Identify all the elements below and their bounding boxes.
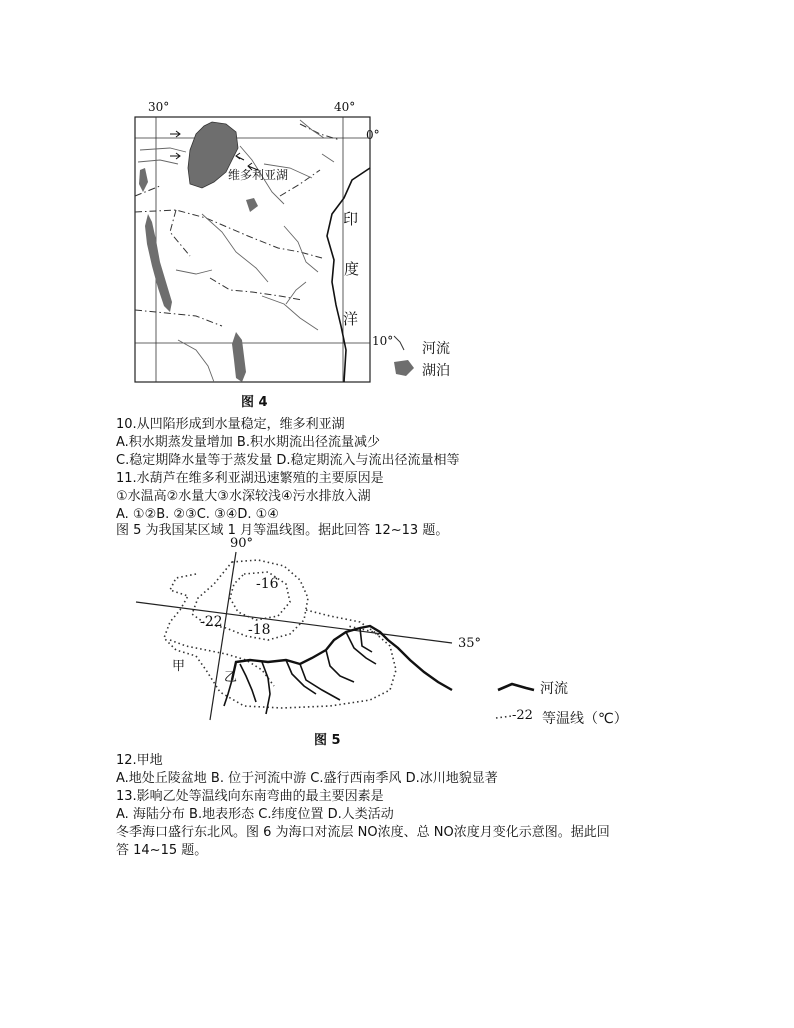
- q13-options: A. 海陆分布 B.地表形态 C.纬度位置 D.人类活动: [116, 807, 394, 822]
- q13-stem: 13.影响乙处等温线向东南弯曲的最主要因素是: [116, 789, 384, 804]
- place-yi: 乙: [224, 670, 238, 685]
- ocean-char-1: 印: [343, 210, 359, 228]
- legend-isotherm-value: -22: [512, 708, 533, 723]
- place-jia: 甲: [172, 659, 186, 674]
- fig5-intro: 图 5 为我国某区域 1 月等温线图。据此回答 12~13 题。: [116, 523, 449, 538]
- lon-90-label: 90°: [230, 536, 254, 551]
- isotherm-minus18-label: -18: [248, 622, 271, 638]
- q10-options-ab: A.积水期蒸发量增加 B.积水期流出径流量减少: [116, 435, 380, 450]
- q10-stem: 10.从凹陷形成到水量稳定，维多利亚湖: [116, 417, 345, 432]
- isotherm-jia: [170, 640, 274, 686]
- lon-30-label: 30°: [148, 100, 170, 114]
- river-tributaries: [224, 628, 376, 714]
- ocean-char-2: 度: [344, 260, 360, 278]
- figure-5-caption: 图 5: [314, 733, 341, 748]
- ocean-char-3: 洋: [343, 310, 359, 328]
- legend-isotherm-label: 等温线（℃）: [542, 711, 628, 727]
- lake-victoria-label: 维多利亚湖: [228, 168, 289, 182]
- fig6-intro-line1: 冬季海口盛行东北风。图 6 为海口对流层 NO浓度、总 NO浓度月变化示意图。据此回: [116, 825, 610, 840]
- legend-river-line: [498, 684, 534, 690]
- lon-40-label: 40°: [334, 100, 356, 114]
- q12-options: A.地处丘陵盆地 B. 位于河流中游 C.盛行西南季风 D.冰川地貌显著: [116, 771, 498, 786]
- fig6-intro-line2: 答 14~15 题。: [116, 843, 208, 858]
- isotherm-minus22-label: -22: [200, 614, 223, 630]
- legend-isotherm-line: [496, 716, 512, 718]
- q12-stem: 12.甲地: [116, 753, 163, 768]
- legend-lake-label: 湖泊: [422, 363, 450, 379]
- lat-10-label: 10°: [372, 334, 394, 348]
- lon-90-line: [210, 552, 236, 720]
- q11-options: A. ①②B. ②③C. ③④D. ①④: [116, 507, 279, 522]
- isotherm-minus16-label: -16: [256, 576, 279, 592]
- lat-0-label: 0°: [366, 128, 380, 142]
- legend-river-label-fig5: 河流: [540, 681, 568, 697]
- q11-stem: 11.水葫芦在维多利亚湖迅速繁殖的主要原因是: [116, 471, 384, 486]
- q10-options-cd: C.稳定期降水量等于蒸发量 D.稳定期流入与流出径流量相等: [116, 453, 460, 468]
- lat-35-label: 35°: [458, 636, 482, 651]
- q11-items: ①水温高②水量大③水深较浅④污水排放入湖: [116, 489, 371, 504]
- legend-river-label: 河流: [422, 341, 450, 357]
- lat-35-line: [136, 602, 452, 643]
- figure-4-caption: 图 4: [241, 395, 268, 410]
